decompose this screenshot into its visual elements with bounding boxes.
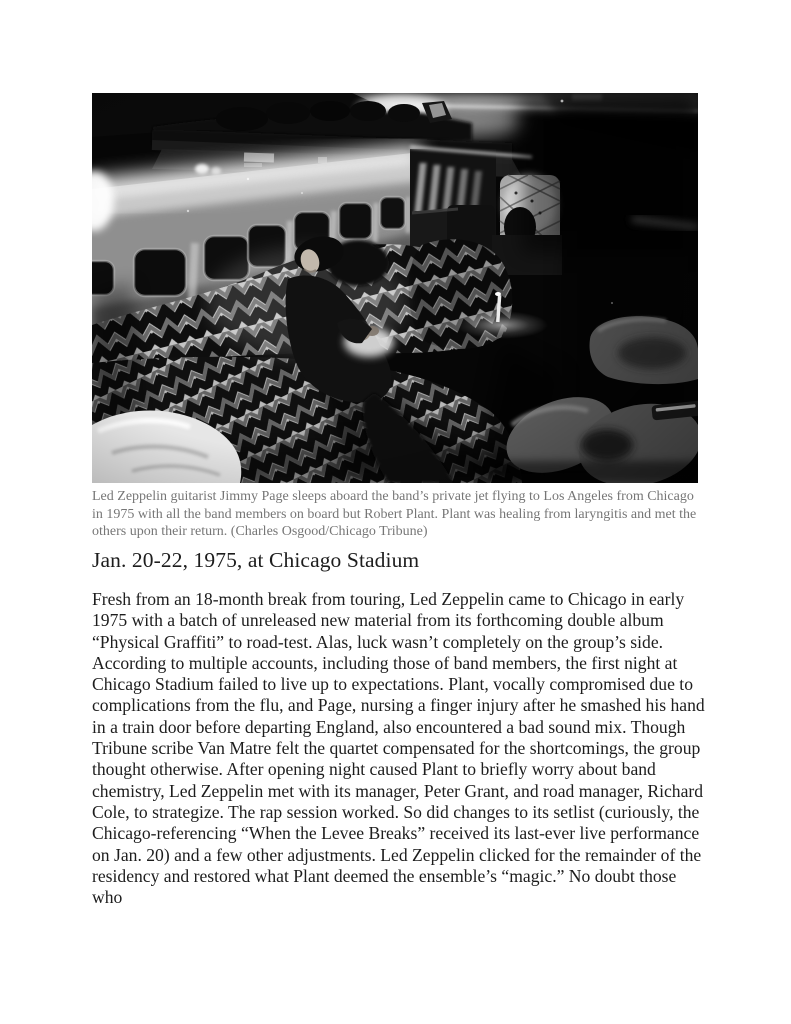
photo-caption: Led Zeppelin guitarist Jimmy Page sleeps aboard the band’s private jet flying to Los Angeles from Chicago in 1975 with all the band members on board but Robert Plant. Plant was healing from laryngitis and met the others upon their return. (Charles Osgood/Chicago Tribune): [92, 489, 697, 540]
article-body: Fresh from an 18-month break from touring, Led Zeppelin came to Chicago in early 1975 with a batch of unreleased new material from its forthcoming double album “Physical Graffiti” to road-test. Alas, luck wasn’t completely on the group’s side. According to multiple accounts, including those of band members, the first night at Chicago Stadium failed to live up to expectations. Plant, vocally compromised due to complications from the flu, and Page, nursing a finger injury after he smashed his hand in a train door before departing England, also encountered a bad sound mix. Though Tribune scribe Van Matre felt the quartet compensated for the shortcomings, the group thought otherwise. After opening night caused Plant to briefly worry about band chemistry, Led Zeppelin met with its manager, Peter Grant, and road manager, Richard Cole, to strategize. The rap session worked. So did changes to its setlist (curiously, the Chicago-referencing “When the Levee Breaks” received its last-ever live performance on Jan. 20) and a few other adjustments. Led Zeppelin clicked for the remainder of the residency and restored what Plant deemed the ensemble’s “magic.” No doubt those who: [92, 589, 705, 908]
article-photo: [92, 93, 698, 483]
article-heading: Jan. 20-22, 1975, at Chicago Stadium: [92, 548, 420, 572]
article-photo-figure: [92, 93, 698, 541]
vignette: [92, 93, 698, 483]
jet-cabin-photo-illustration: [92, 93, 698, 483]
